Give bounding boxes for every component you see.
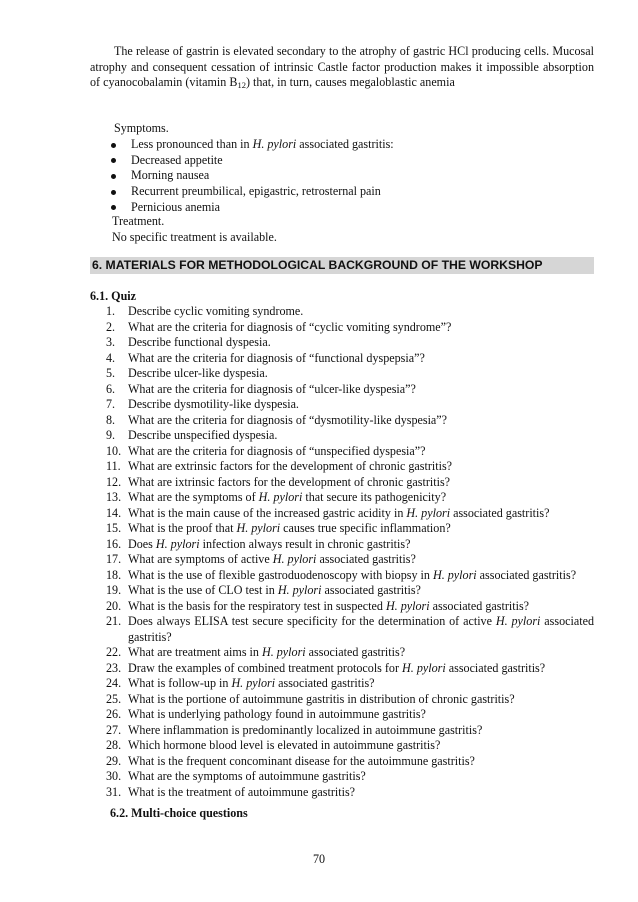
question-number: 21.	[106, 614, 122, 628]
quiz-question: 1. Describe cyclic vomiting syndrome.	[106, 304, 304, 318]
question-number: 6.	[106, 381, 116, 396]
symptom-item: Decreased appetite	[108, 153, 588, 169]
symptom-item: Recurrent preumbilical, epigastric, retrosternal pain	[108, 184, 588, 200]
question-number: 27.	[106, 722, 122, 737]
quiz-question: 27. Where inflammation is predominantly localized in autoimmune gastritis?	[106, 722, 483, 737]
symptom-item: Less pronounced than in H. pylori associated gastritis:	[108, 137, 588, 153]
quiz-question: 5. Describe ulcer-like dyspesia.	[106, 366, 268, 380]
quiz-question: 9. Describe unspecified dyspesia.	[106, 428, 278, 442]
question-number: 17.	[106, 552, 122, 566]
quiz-question: 20. What is the basis for the respiratory test in suspected H. pylori associated gastritis?	[106, 598, 530, 613]
question-number: 26.	[106, 707, 122, 721]
quiz-question: 18. What is the use of flexible gastroduodenoscopy with biopsy in H. pylori associated gastritis?	[106, 567, 577, 582]
question-number: 29.	[106, 753, 122, 768]
question-number: 10.	[106, 443, 122, 458]
quiz-question: 11. What are extrinsic factors for the development of chronic gastritis?	[106, 459, 453, 473]
quiz-title: 6.1. Quiz	[90, 289, 137, 303]
quiz-question: 23. Draw the examples of combined treatment protocols for H. pylori associated gastritis?	[106, 660, 546, 675]
question-number: 24.	[106, 676, 122, 690]
intro-subscript: 12	[237, 80, 246, 90]
quiz-question: 16. Does H. pylori infection always result in chronic gastritis?	[106, 536, 411, 551]
intro-text-part1: The release of gastrin is elevated secondary to the atrophy of gastric HCl producing cells. Mucosal atrophy and consequent cessation of intrinsic Castle factor production makes it impossible absorption of cyanocobalamin (vitamin B	[90, 44, 594, 89]
quiz-question: 22. What are treatment aims in H. pylori associated gastritis?	[106, 645, 406, 659]
page-number: 70	[312, 852, 326, 866]
quiz-question: 26. What is underlying pathology found in autoimmune gastritis?	[106, 707, 426, 721]
question-number: 18.	[106, 567, 122, 582]
question-number: 8.	[106, 412, 116, 427]
quiz-list	[90, 304, 594, 800]
question-number: 25.	[106, 691, 122, 706]
quiz-question: 24. What is follow-up in H. pylori associated gastritis?	[106, 676, 375, 690]
question-number: 4.	[106, 350, 116, 365]
symptoms-list	[108, 137, 588, 215]
quiz-question: 2. What are the criteria for diagnosis of “cyclic vomiting syndrome”?	[106, 319, 452, 334]
question-number: 23.	[106, 660, 122, 675]
mcq-title: 6.2. Multi-choice questions	[110, 806, 248, 820]
intro-text-part2: ) that, in turn, causes megaloblastic anemia	[245, 75, 455, 89]
quiz-question: 30. What are the symptoms of autoimmune gastritis?	[106, 769, 366, 783]
question-number: 9.	[106, 428, 116, 442]
quiz-question: 17. What are symptoms of active H. pylori associated gastritis?	[106, 552, 416, 566]
quiz-question: 28. Which hormone blood level is elevated in autoimmune gastritis?	[106, 738, 441, 752]
question-number: 14.	[106, 505, 122, 520]
quiz-question: 4. What are the criteria for diagnosis of “functional dyspepsia”?	[106, 350, 425, 365]
quiz-question: 19. What is the use of CLO test in H. pylori associated gastritis?	[106, 583, 421, 597]
quiz-question: 6. What are the criteria for diagnosis of “ulcer-like dyspesia”?	[106, 381, 416, 396]
question-number: 15.	[106, 521, 122, 535]
quiz-question: 14. What is the main cause of the increased gastric acidity in H. pylori associated gastritis?	[106, 505, 550, 520]
section-heading: 6. MATERIALS FOR METHODOLOGICAL BACKGROUND OF THE WORKSHOP	[90, 257, 594, 274]
question-number: 3.	[106, 335, 116, 349]
question-number: 20.	[106, 598, 122, 613]
treatment-label: Treatment.	[112, 214, 165, 228]
treatment-text: No specific treatment is available.	[112, 230, 277, 244]
quiz-question: 12. What are ixtrinsic factors for the development of chronic gastritis?	[106, 474, 451, 489]
quiz-question: 8. What are the criteria for diagnosis of “dysmotility-like dyspesia”?	[106, 412, 448, 427]
question-number: 16.	[106, 536, 122, 551]
symptom-item: Pernicious anemia	[108, 200, 588, 216]
question-number: 13.	[106, 490, 122, 504]
question-number: 12.	[106, 474, 122, 489]
question-number: 19.	[106, 583, 122, 597]
question-number: 5.	[106, 366, 116, 380]
question-number: 2.	[106, 319, 116, 334]
question-number: 1.	[106, 304, 116, 318]
quiz-question: 13. What are the symptoms of H. pylori that secure its pathogenicity?	[106, 490, 447, 504]
quiz-question: 3. Describe functional dyspesia.	[106, 335, 271, 349]
question-number: 22.	[106, 645, 122, 659]
quiz-question: 10. What are the criteria for diagnosis of “unspecified dyspesia”?	[106, 443, 426, 458]
quiz-question: 7. Describe dysmotility-like dyspesia.	[106, 397, 299, 411]
quiz-question: 21. Does always ELISA test secure specificity for the determination of active H. pylori associated gastritis?	[106, 614, 594, 644]
question-number: 28.	[106, 738, 122, 752]
quiz-question: 29. What is the frequent concominant disease for the autoimmune gastritis?	[106, 753, 475, 768]
intro-paragraph	[90, 44, 594, 91]
quiz-question: 15. What is the proof that H. pylori causes true specific inflammation?	[106, 521, 451, 535]
question-number: 7.	[106, 397, 116, 411]
question-number: 11.	[106, 459, 121, 473]
question-number: 30.	[106, 769, 122, 783]
symptoms-label: Symptoms.	[114, 121, 169, 135]
quiz-question: 25. What is the portione of autoimmune gastritis in distribution of chronic gastritis?	[106, 691, 515, 706]
question-number: 31.	[106, 784, 122, 799]
symptom-item: Morning nausea	[108, 168, 588, 184]
quiz-question: 31. What is the treatment of autoimmune gastritis?	[106, 784, 356, 799]
